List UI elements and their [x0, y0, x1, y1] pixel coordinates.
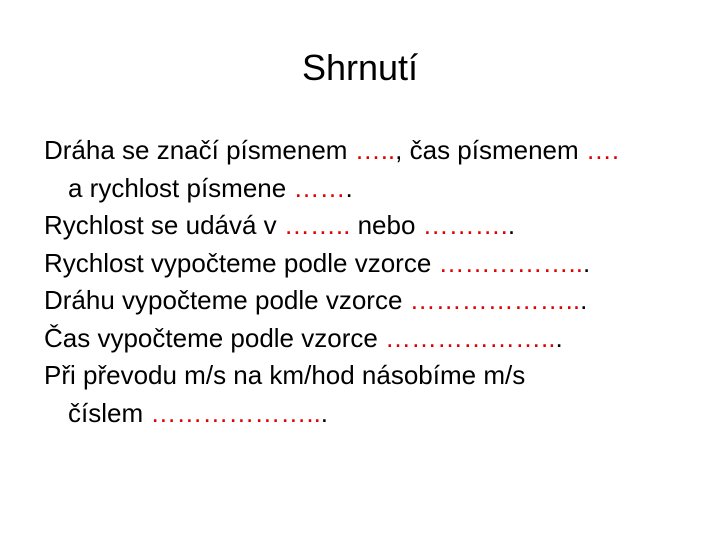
fill-in-blank: …………….. [438, 247, 583, 278]
line-text: číslem [68, 397, 151, 428]
body-line-2 [44, 170, 694, 208]
line-text: . [507, 210, 516, 240]
fill-in-blank: ………. [422, 210, 508, 240]
body-line-8 [44, 395, 694, 433]
fill-in-blank: …….. [283, 210, 351, 240]
fill-in-blank: ……………….. [385, 322, 556, 353]
line-text: a rychlost písmene [68, 172, 294, 203]
line-text: . [582, 247, 591, 278]
body-line-1 [44, 132, 694, 170]
fill-in-blank: ……………….. [150, 397, 321, 428]
body-line-6 [44, 320, 694, 358]
line-text: Čas vypočteme podle vzorce [44, 322, 386, 353]
slide-title: Shrnutí [301, 47, 419, 88]
line-text: Při převodu m/s na km/hod násobíme m/s [44, 360, 526, 390]
line-text: Rychlost se udává v [44, 210, 284, 240]
line-text: . [555, 322, 563, 353]
body-line-7 [44, 357, 694, 395]
fill-in-blank: …. [585, 135, 620, 165]
slide-body [44, 132, 694, 432]
fill-in-blank: …… [293, 172, 346, 203]
body-line-5 [44, 282, 694, 320]
fill-in-blank: ….. [354, 135, 396, 165]
line-text: Dráha se značí písmenem [44, 135, 355, 165]
line-text: Rychlost vypočteme podle vzorce [44, 247, 439, 278]
body-line-4 [44, 245, 694, 283]
body-line-3 [44, 207, 694, 245]
line-text: , čas písmenem [395, 135, 586, 165]
fill-in-blank: ……………….. [409, 285, 581, 315]
line-text: . [320, 397, 329, 428]
line-text: . [580, 285, 588, 315]
line-text: nebo [350, 210, 423, 240]
line-text: . [345, 172, 353, 203]
line-text: Dráhu vypočteme podle vzorce [44, 285, 410, 315]
